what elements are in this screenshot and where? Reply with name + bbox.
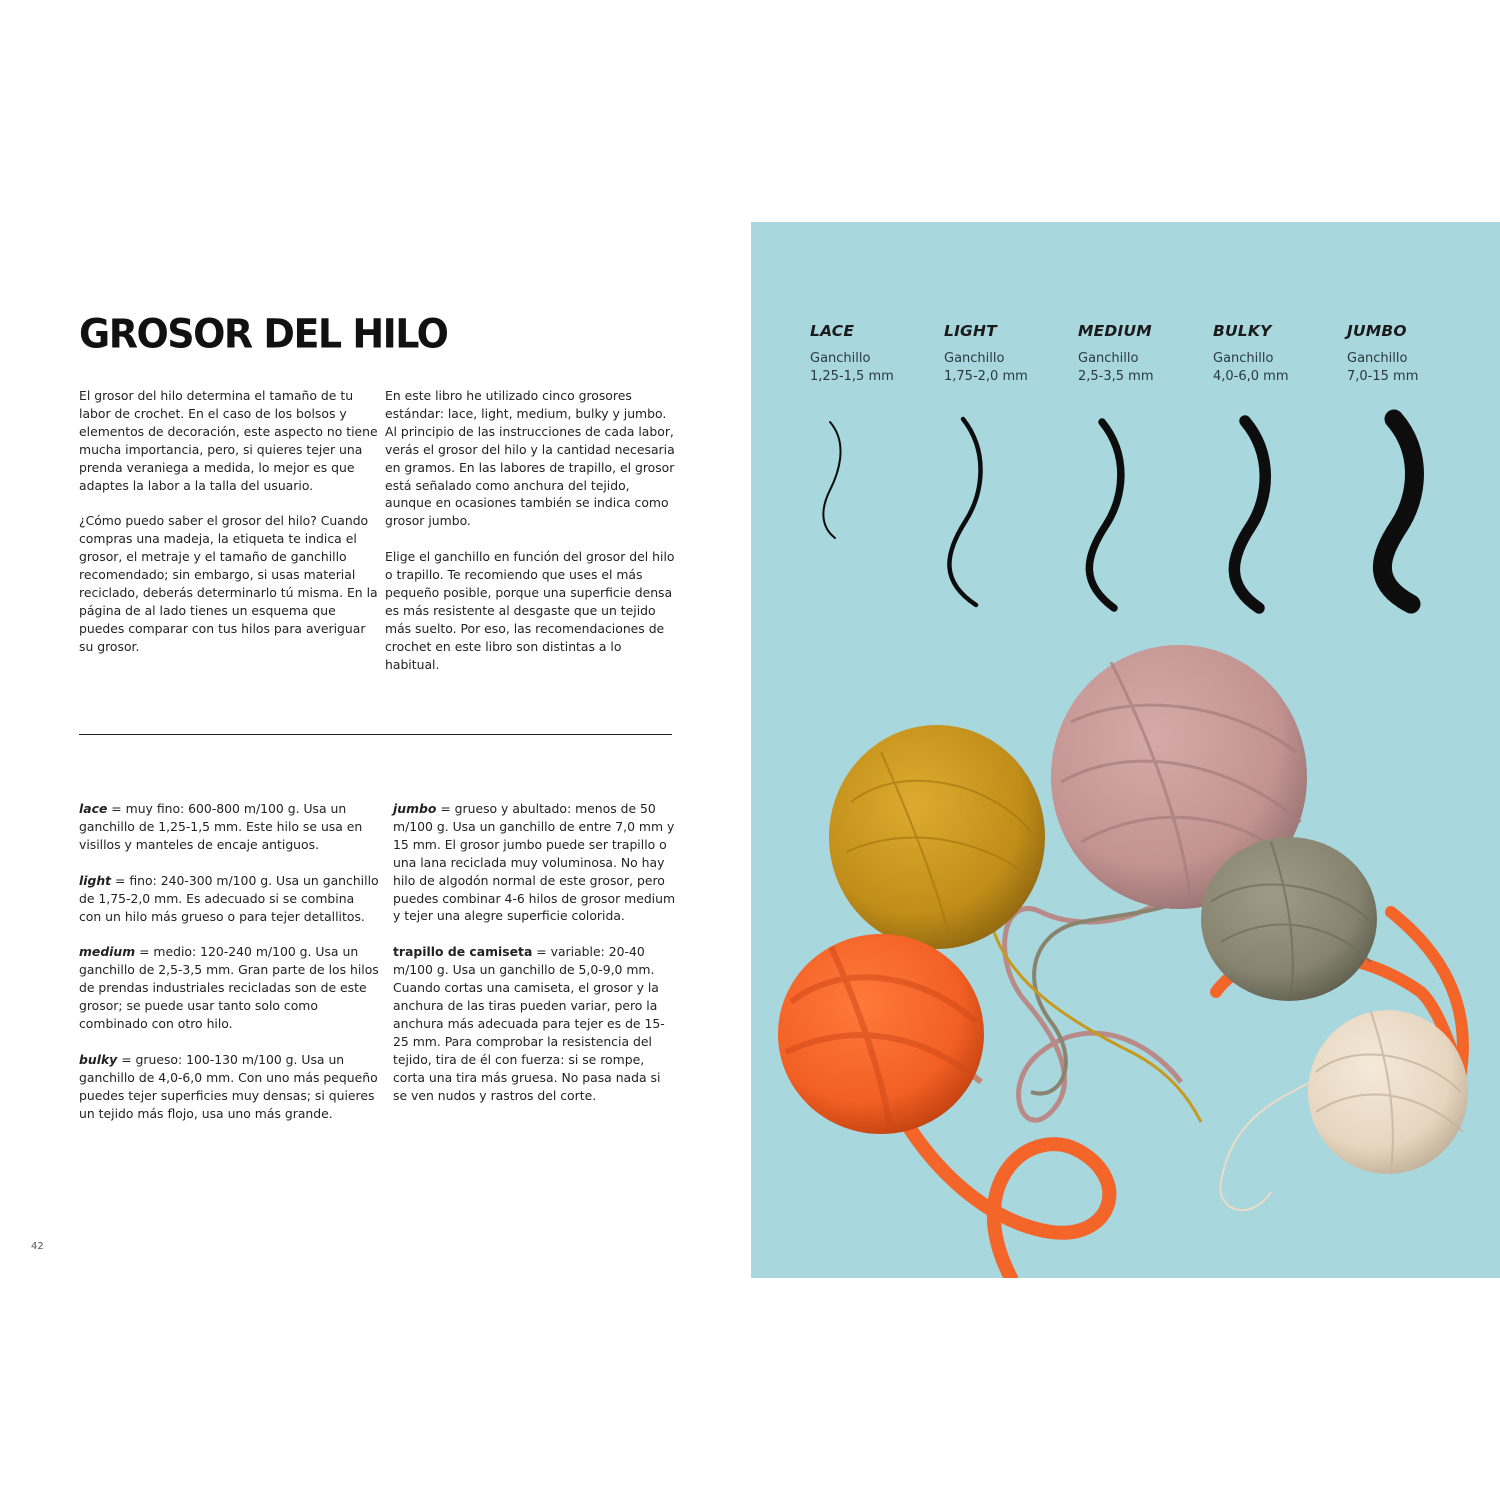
glossary-definition: = fino: 240-300 m/100 g. Usa un ganchillo de 1,75-2,0 mm. Es adecuado si se combina con un hilo más grueso o para tejer detallitos.: [79, 872, 379, 924]
glossary-entry-light: [79, 872, 379, 926]
glossary-entry-lace: [79, 800, 379, 854]
strand-light-icon: [949, 419, 980, 605]
strand-jumbo-icon: [1382, 419, 1414, 604]
intro-paragraph: ¿Cómo puedo saber el grosor del hilo? Cuando compras una madeja, la etiqueta te indica el grosor, el metraje y el tamaño de ganchillo recomendado; sin embargo, si usas material reciclado, deberás determinarlo tú misma. En la página de al lado tienes un esquema que puedes comparar con tus hilos para averiguar su grosor.: [79, 513, 378, 654]
strand-medium-icon: [1089, 422, 1121, 608]
glossary-column-left: [79, 800, 379, 1141]
glossary-term: light: [79, 872, 112, 888]
weight-hook-range: 4,0-6,0 mm: [1213, 369, 1289, 384]
glossary-term: lace: [79, 801, 108, 816]
yarn-illustration: [751, 222, 1500, 1278]
weight-name: LIGHT: [944, 322, 997, 340]
yarn-ball-mustard: [829, 725, 1045, 949]
glossary-entry-medium: [79, 943, 379, 1033]
yarn-ball-cream: [1308, 1010, 1468, 1174]
weight-hook-range: 1,25-1,5 mm: [810, 369, 894, 384]
intro-column-left: [79, 387, 379, 674]
weight-hook-label: Ganchillo: [810, 351, 871, 366]
intro-paragraph: El grosor del hilo determina el tamaño de tu labor de crochet. En el caso de los bolsos y elementos de decoración, este aspecto no tiene mucha importancia, pero, si quieres tejer una prenda veraniega a medida, lo mejor es que adaptes la labor a la talla del usuario.: [79, 388, 378, 493]
weight-hook-range: 1,75-2,0 mm: [944, 369, 1028, 384]
glossary-definition: = grueso y abultado: menos de 50 m/100 g. Usa un ganchillo de entre 7,0 mm y 15 mm. El grosor jumbo puede ser trapillo o una lana reciclada muy voluminosa. No hay hilo de algodón normal de este grosor, pero puedes combinar 4-6 hilos de grosor medium y tejer una alegre superficie colorida.: [393, 801, 676, 924]
weight-hook-label: Ganchillo: [1347, 351, 1408, 366]
loose-mustard-strand: [991, 922, 1201, 1122]
intro-paragraph: Elige el ganchillo en función del grosor del hilo o trapillo. Te recomiendo que uses el más pequeño posible, porque una superficie densa es más resistente al desgaste que un tejido más suelto. Por eso, las recomendaciones de crochet en este libro son distintas a lo habitual.: [385, 549, 675, 672]
loose-pink-strand: [1005, 882, 1181, 1120]
weight-hook-range: 7,0-15 mm: [1347, 369, 1419, 384]
glossary-term: trapillo de camiseta: [393, 944, 533, 960]
weight-hook-label: Ganchillo: [1213, 351, 1274, 366]
glossary-definition: = muy fino: 600-800 m/100 g. Usa un ganchillo de 1,25-1,5 mm. Este hilo se usa en visillos y manteles de encaje antiguos.: [79, 801, 363, 852]
glossary-term: medium: [79, 944, 136, 960]
weight-hook-label: Ganchillo: [1078, 351, 1139, 366]
page-number: 42: [31, 1241, 44, 1252]
glossary-definition: = medio: 120-240 m/100 g. Usa un ganchillo de 2,5-3,5 mm. Gran parte de los hilos de prendas industriales recicladas son de este grosor; se puede usar tanto solo como combinado con otro hilo.: [79, 944, 379, 1032]
intro-column-right: [385, 387, 675, 692]
glossary-definition: = grueso: 100-130 m/100 g. Usa un ganchillo de 4,0-6,0 mm. Con uno más pequeño puedes tejer superficies muy densas; si quieres un tejido más flojo, usa uno más grande.: [79, 1051, 378, 1121]
weight-name: JUMBO: [1347, 322, 1407, 340]
intro-paragraph: En este libro he utilizado cinco grosores estándar: lace, light, medium, bulky y jumbo. Al principio de las instrucciones de cada labor, verás el grosor del hilo y la cantidad necesaria en gramos. En las labores de trapillo, el grosor está señalado como anchura del tejido, aunque en ocasiones también se indica como grosor jumbo.: [385, 388, 675, 529]
glossary-term: jumbo: [393, 801, 437, 816]
yarn-photo: [751, 222, 1500, 1278]
weight-name: LACE: [810, 322, 855, 340]
strand-lace-icon: [823, 422, 840, 538]
glossary-entry-trapillo: [393, 943, 678, 1104]
weight-hook-label: Ganchillo: [944, 351, 1005, 366]
weight-hook-range: 2,5-3,5 mm: [1078, 369, 1154, 384]
glossary-term: bulky: [79, 1051, 118, 1067]
weight-name: MEDIUM: [1078, 322, 1152, 340]
glossary-definition: = variable: 20-40 m/100 g. Usa un ganchillo de 5,0-9,0 mm. Cuando cortas una camiseta, el grosor y la anchura de las tiras pueden variar, pero la anchura más adecuada para tejer es de 15-25 mm. Para comprobar la resistencia del tejido, tira de él con fuerza: si se rompe, corta una tira más gruesa. No pasa nada si se ven nudos y rastros del corte.: [393, 944, 665, 1103]
page-title: GROSOR DEL HILO: [79, 310, 448, 358]
section-divider: [79, 734, 672, 735]
glossary-column-right: [393, 800, 678, 1123]
weight-name: BULKY: [1213, 322, 1272, 340]
glossary-entry-jumbo: [393, 800, 678, 925]
glossary-entry-bulky: [79, 1051, 379, 1123]
loose-cream-strand: [1221, 1082, 1311, 1210]
strand-bulky-icon: [1234, 421, 1265, 608]
